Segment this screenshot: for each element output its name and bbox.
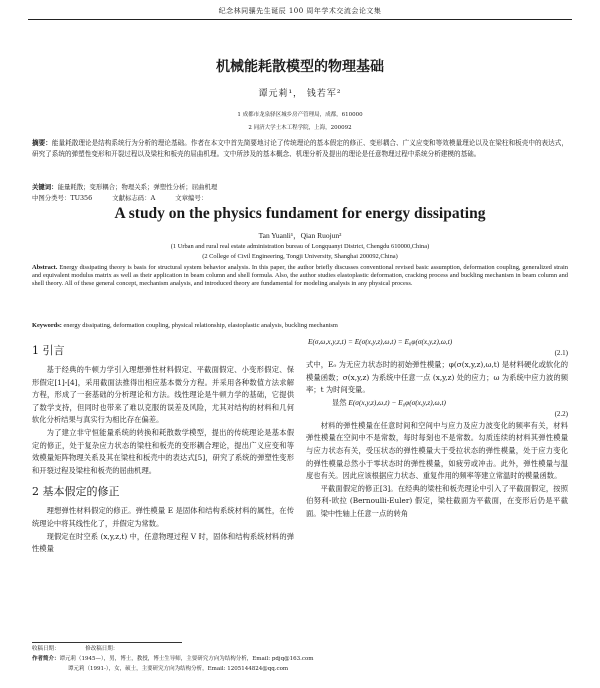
header-rule xyxy=(28,19,572,20)
running-head: 纪念林同骧先生诞辰 100 周年学术交流会论文集 xyxy=(218,7,382,15)
abstract-chinese-text: 能量耗散理论是结构系统行为分析的理论基础。作者在本文中首先简要地讨论了传统理论的基本假定的修正、变形耦合、广义应变和等效模量理论以及在梁柱和板壳中的表达式，研究了系统的弹塑性变形和开裂过程以及梁柱和板壳的屈曲机理。文中所涉及的基本概念、机理分析及提出的理论是任意物理过程中系统分析建模的基础。 xyxy=(32,139,569,158)
affiliation-english-1: (1 Urban and rural real estate administration bureau of Longquanyi District, Chengdu 610000,China) xyxy=(170,243,430,250)
equation-2-2-prefix: 显然 xyxy=(332,397,347,407)
equation-2-2-body: E(σ(x,y,z),ω,t) − E₀φ(σ(x,y,z),ω,t) xyxy=(348,397,446,407)
keywords-english xyxy=(32,322,568,329)
classification-line xyxy=(32,193,568,203)
title-chinese: 机械能耗散模型的物理基础 xyxy=(216,59,384,75)
equation-description: 式中，E₀ 为无应力状态时的初始弹性模量；φ(σ(x,y,z),ω,t) 是材料硬化或软化的模量函数；σ(x,y,z) 为系统中任意一点 (x,y,z) 处的应力；ω 为系统中应力波的频率；t 为时间变量。 xyxy=(306,360,568,395)
affiliation-chinese-1: 1 成都市龙泉驿区城乡房产管理局，成都，610000 xyxy=(237,112,363,118)
equation-2-1 xyxy=(306,336,568,359)
footnote-author-2: 谭元莉（1991-），女，硕士，主要研究方向为结构分析，Email: 1205144824@qq.com xyxy=(68,666,289,672)
keywords-chinese-text: 能量耗散；变形耦合；物理关系；弹塑性分析；屈曲机理 xyxy=(57,183,218,191)
abstract-chinese xyxy=(32,138,568,160)
abstract-english-text: Energy dissipating theory is basis for structural system behavior analysis. In this paper, the author briefly discusses conventional revised basic assumption, deformation coupling, generalized strain and equivalent modulus matrix as well as their application in beam column and shell formula. Also, the author studies elastoplastic deformation, cracking process and buckling mechanism in beam column and shell theory. All of these general concept, mechanism analysis, and introduced theory are fundamental for modeling analysis in any physical process. xyxy=(32,264,568,288)
article-number: 文章编号： xyxy=(175,194,208,202)
footnote-dates xyxy=(32,645,568,654)
left-column xyxy=(32,336,294,556)
footnote-rule xyxy=(32,642,182,643)
equation-2-1-body: E(σ,ω,x,y,z,t) = E(σ(x,y,z),ω,t) = E₀φ(σ(x,y,z),ω,t) xyxy=(308,337,453,346)
keywords-english-label: Keywords: xyxy=(32,322,62,329)
equation-2-1-number: (2.1) xyxy=(554,349,568,357)
section-1-paragraph-2: 为了建立非守恒能量系统的转换和耗散数学模型，提出的传统理论是基本假定的修正，处于复杂应力状态的梁柱和板壳的变形耦合理论，提出广义应变和等效模量矩阵物理关系及其在梁柱和板壳中的表达式[5]，研究了系统的弹塑性变形和开裂过程及梁柱和板壳的屈曲机理。 xyxy=(32,427,294,475)
revised-label: 修改稿日期： xyxy=(85,646,119,652)
affiliation-chinese-2: 2 同济大学土木工程学院，上海，200092 xyxy=(248,125,352,131)
section-2-paragraph-2: 现假定在时空系 (x,y,z,t) 中，任意物理过程 V 时，固体和结构系统材料的弹性模量 xyxy=(32,531,294,554)
title-english: A study on the physics fundament for energy dissipating xyxy=(114,205,486,222)
keywords-chinese xyxy=(32,182,568,192)
authors-english: Tan Yuanli¹，Qian Ruojun² xyxy=(258,231,342,240)
received-label: 收稿日期： xyxy=(32,646,60,652)
keywords-english-text: energy dissipating, deformation coupling, physical relationship, elastoplastic analysis, buckling mechanism xyxy=(63,322,338,329)
author-bio-label: 作者简介： xyxy=(32,656,60,662)
affiliation-english-2: (2 College of Civil Engineering, Tongji University, Shanghai 200092,China) xyxy=(202,253,398,260)
authors-chinese: 谭元莉¹， 钱若军² xyxy=(258,89,342,99)
document-code: 文献标志码：A xyxy=(112,194,156,202)
author-bio-1: 谭元莉（1945—），男，博士，教授，博士生导师，主要研究方向为结构分析，Email: pdjq@163.com xyxy=(59,656,314,662)
abstract-english xyxy=(32,264,568,289)
section-2-paragraph-1: 理想弹性材料假定的修正。弹性模量 E 是固体和结构系统材料的属性，在传统理论中将其线性化了，并假定为常数。 xyxy=(32,506,294,528)
abstract-english-label: Abstract. xyxy=(32,264,58,271)
keywords-chinese-label: 关键词： xyxy=(32,183,58,191)
right-column xyxy=(306,336,568,521)
abstract-chinese-label: 摘要： xyxy=(32,139,52,147)
equation-2-2-number: (2.2) xyxy=(554,409,568,418)
section-1-paragraph-1: 基于经典的牛顿力学引入理想弹性材料假定、平截面假定、小变形假定、保形假定[1]-[4]，采用截面法推得出相应基本微分方程。并采用各种数值方法求解方程，形成了一套基础的分析理论和方法。线性理论是牛顿力学的基础，它提供了数学支持，但同时也带来了难以克服的误差及风险，尤其对结构的材料和几何软化分析结果与真实行为相比存在偏差。 xyxy=(32,365,294,425)
clc-number: 中图分类号：TU356 xyxy=(32,194,93,202)
equation-2-2 xyxy=(306,397,568,420)
footnote-author-1 xyxy=(32,655,568,664)
right-paragraph-2: 平截面假定的修正[3]。在经典的梁柱和板壳理论中引入了平截面假定，按照伯努利-欧拉 (Bernoulli-Euler) 假定，梁柱截面为平截面，在变形后仍是平截面。梁中性轴上任意一点的转角 xyxy=(306,483,568,518)
section-2-heading: 2 基本假定的修正 xyxy=(32,485,120,499)
section-1-heading: 1 引言 xyxy=(32,344,65,357)
right-paragraph-1: 材料的弹性模量在任意时间和空间中与应力及应力波变化的频率有关，材料弹性模量在空间中不是常数，每时每刻也不是常数。勾质连续的材料其弹性模量与应力状态有关，受压状态的弹性模量大于受拉状态的弹性模量，处于应力变化的弹性模量总然小于零状态时的弹性模量，如疲劳或冲击。此外，弹性模量与温度也有关。因此应该根据应力状态、重复作用的频率等建立常温时的模量函数。 xyxy=(306,420,568,481)
